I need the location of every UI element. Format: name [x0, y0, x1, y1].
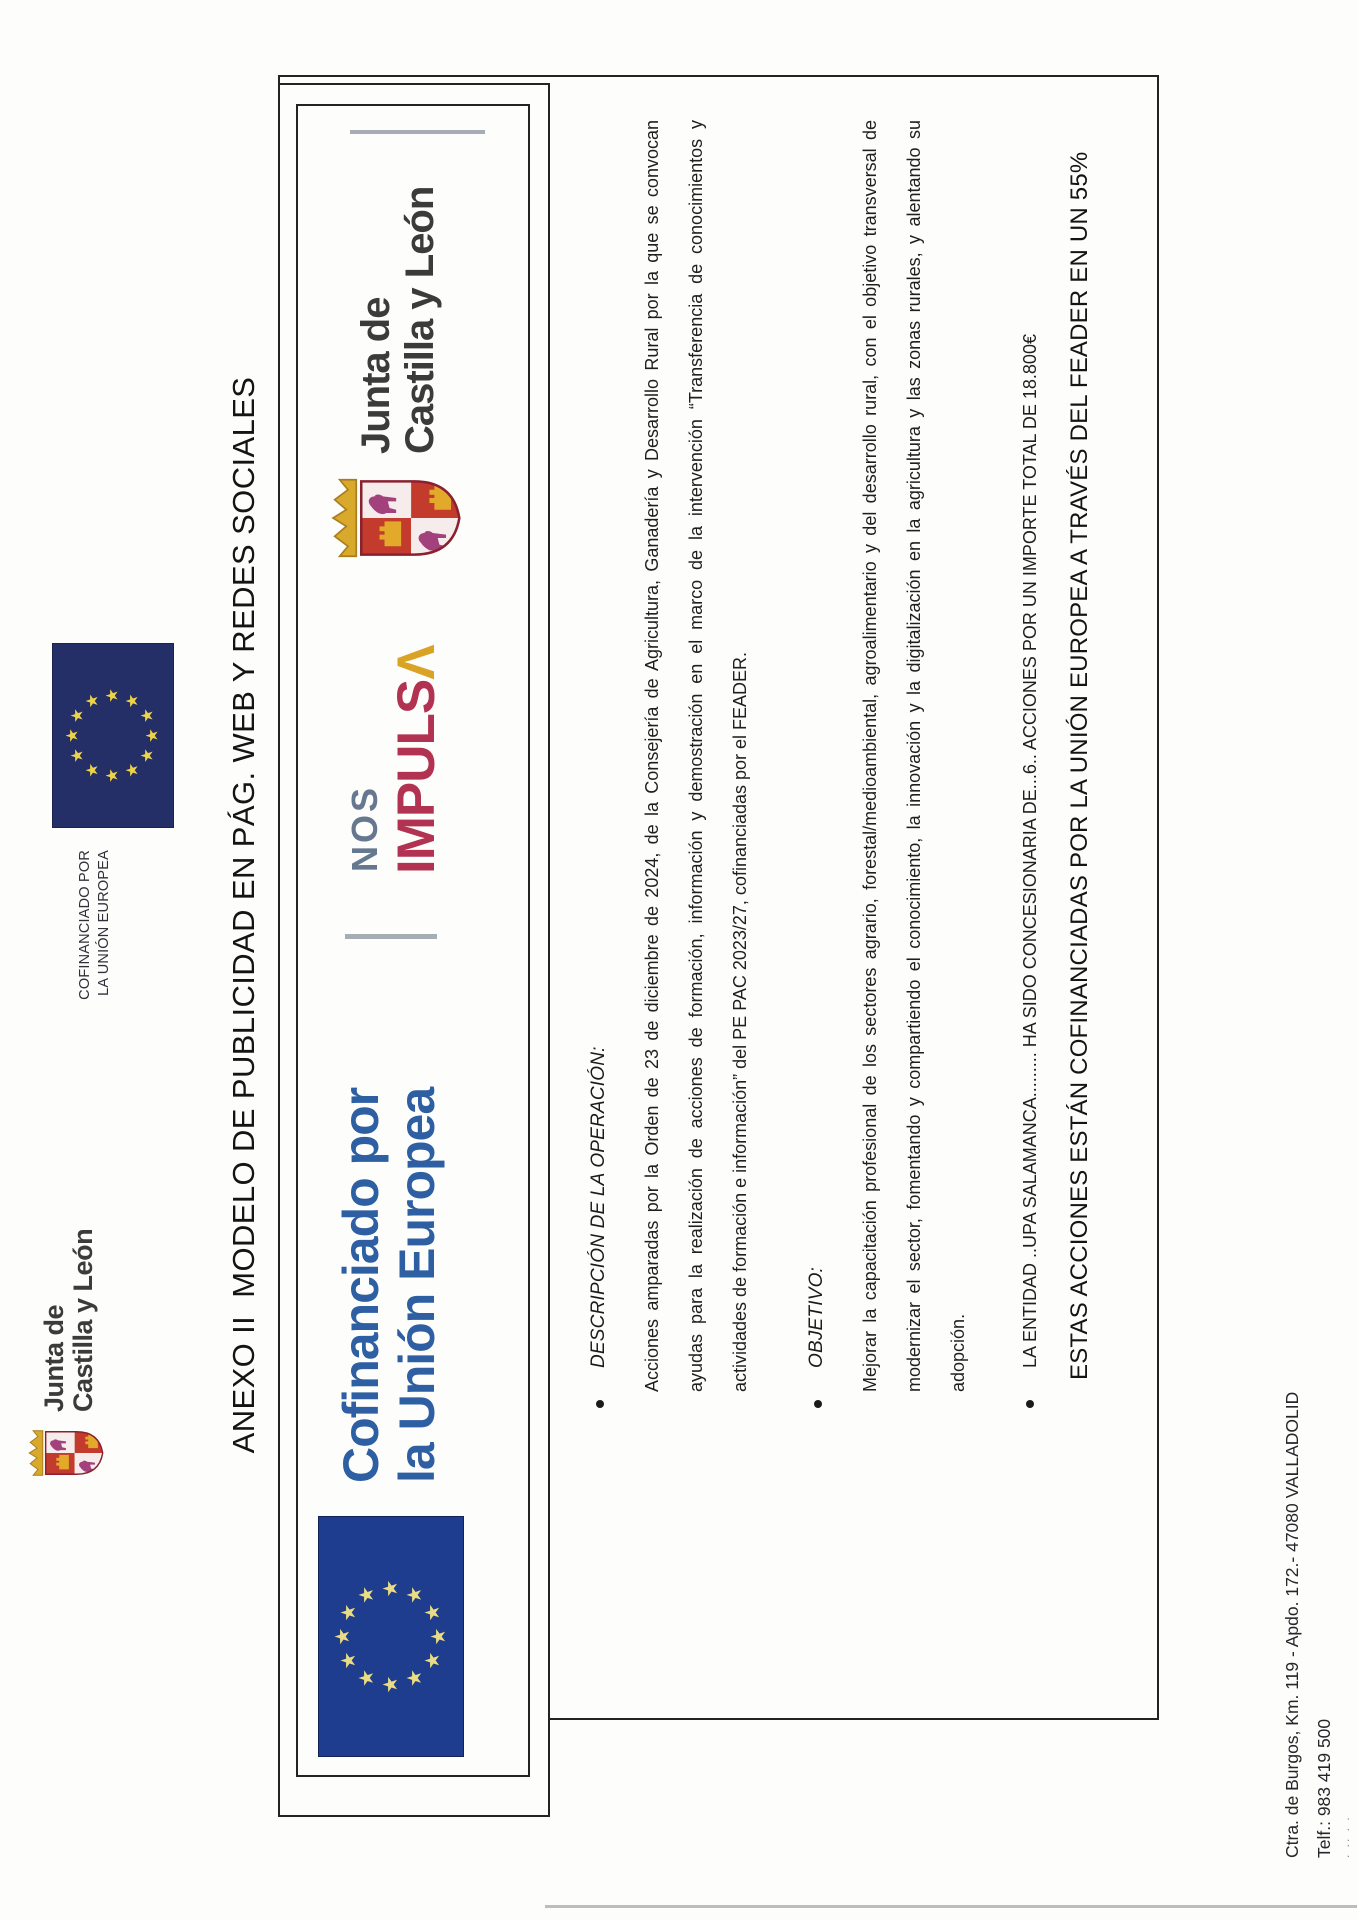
- eu-star-icon: ★: [356, 1585, 378, 1604]
- paragraph-line: Mejorar la capacitación profesional de los sectores agrario, forestal/medioambiental, agroalimentario y del desarrollo rural, con el objetivo transversal de: [860, 120, 880, 1392]
- bullet-icon: [1026, 1400, 1034, 1408]
- eu-star-icon: ★: [428, 1627, 450, 1646]
- bullet-icon: [814, 1400, 822, 1408]
- paragraph-line: actividades de formación e información” del PE PAC 2023/27, cofinanciadas por el FEADER.: [730, 651, 750, 1392]
- eu-star-icon: ★: [62, 728, 82, 743]
- banner-left-border: [278, 1815, 550, 1817]
- entidad-statement: LA ENTIDAD ..UPA SALAMANCA......... HA SIDO CONCESIONARIA DE...6.. ACCIONES POR UN IMPORTE TOTAL DE 18.800€: [1020, 334, 1040, 1368]
- eu-flag-icon-header: [52, 643, 174, 828]
- eu-star-icon: ★: [380, 1675, 402, 1694]
- scan-edge-artifact: [545, 1905, 1357, 1908]
- banner-bottom-border: [548, 83, 550, 1817]
- junta-castilla-leon-logo-banner: [328, 187, 461, 568]
- junta-header-line1: Junta de: [39, 1304, 69, 1412]
- eu-star-icon: ★: [404, 1669, 426, 1688]
- eu-star-icon: ★: [137, 748, 157, 763]
- crown-icon: [333, 480, 356, 556]
- section1-heading: DESCRIPCIÓN DE LA OPERACIÓN:: [588, 1046, 609, 1368]
- paragraph-line: modernizar el sector, fomentando y compartiendo el conocimiento, la innovación y la digitalización en la agricultura y las zonas rurales, y alentando su: [904, 120, 924, 1392]
- junta-header-line2: Castilla y León: [68, 1228, 98, 1412]
- eu-star-icon: ★: [122, 693, 142, 709]
- eu-caption-line2: LA UNIÓN EUROPEA: [96, 850, 112, 996]
- eu-star-icon: ★: [421, 1651, 444, 1670]
- address-line1: Ctra. de Burgos, Km. 119 - Apdo. 172.- 47080 VALLADOLID: [1282, 1391, 1302, 1858]
- junta-castilla-leon-logo-header: [26, 1229, 104, 1482]
- eu-star-icon: ★: [122, 762, 142, 778]
- eu-star-icon: ★: [68, 708, 88, 723]
- eu-star-icon: ★: [102, 688, 122, 703]
- eu-star-icon: ★: [380, 1579, 402, 1598]
- eu-star-icon: ★: [142, 728, 162, 743]
- banner-divider-icon: [345, 934, 437, 939]
- paragraph-line: ayudas para la realización de acciones de formación, información y demostración en el marco de la intervención “Transferencia de conocimientos y: [686, 120, 706, 1392]
- scan-artifact-dots: . .. . .: [1338, 1815, 1352, 1858]
- eu-star-icon: ★: [338, 1651, 361, 1670]
- banner-divider-icon: [350, 130, 485, 134]
- section2-heading: OBJETIVO:: [806, 1266, 827, 1368]
- document-title: ANEXO II MODELO DE PUBLICIDAD EN PÁG. WEB Y REDES SOCIALES: [226, 376, 261, 1454]
- eu-star-icon: ★: [102, 768, 122, 783]
- junta-shield-icon: [328, 468, 461, 568]
- address-line2: Telf.: 983 419 500: [1314, 1718, 1334, 1858]
- section2-paragraph: [848, 120, 980, 1392]
- cofinanciado-line2: la Unión Europea: [389, 1087, 445, 1483]
- eu-star-icon: ★: [68, 748, 88, 763]
- eu-star-icon: ★: [82, 693, 102, 709]
- paragraph-line: adopción.: [948, 1313, 968, 1392]
- junta-banner-line1: Junta de: [354, 297, 398, 454]
- paragraph-line: Acciones amparadas por la Orden de 23 de diciembre de 2024, de la Consejería de Agricultura, Ganadería y Desarrollo Rural por la que se convocan: [642, 120, 662, 1392]
- eu-star-icon: ★: [356, 1669, 378, 1688]
- eu-star-icon: ★: [82, 762, 102, 778]
- cofinanciado-line1: Cofinanciado por: [333, 1087, 389, 1483]
- section1-paragraph: [630, 120, 762, 1392]
- impulsa-accent-a: Λ: [387, 645, 446, 680]
- banner-right-border: [278, 83, 550, 85]
- nos-impulsa-logo-impulsa: IMPULSΛ: [387, 645, 446, 874]
- box-bottom-border: [1157, 75, 1159, 1720]
- eu-cofinanciado-caption: [76, 850, 114, 1100]
- eu-star-icon: ★: [404, 1585, 426, 1604]
- box-top-border: [278, 75, 280, 1817]
- eu-star-icon: ★: [338, 1603, 361, 1622]
- junta-shield-icon: [26, 1424, 104, 1482]
- cofinanciado-wordmark: [333, 1088, 445, 1483]
- nos-impulsa-logo-nos: NOS: [344, 784, 385, 872]
- eu-flag-icon-banner: [318, 1516, 464, 1757]
- box-right-border: [278, 75, 1159, 77]
- eu-caption-line1: COFINANCIADO POR: [77, 850, 93, 1000]
- junta-banner-line2: Castilla y León: [398, 186, 442, 454]
- eu-star-icon: ★: [421, 1603, 444, 1622]
- crown-icon: [29, 1431, 43, 1475]
- footer-address: [1276, 1392, 1340, 1858]
- bullet-icon: [596, 1400, 604, 1408]
- box-left-border: [548, 1718, 1159, 1720]
- eu-star-icon: ★: [332, 1627, 354, 1646]
- cofinancing-statement: ESTAS ACCIONES ESTÁN COFINANCIADAS POR LA UNIÓN EUROPEA A TRAVÉS DEL FEADER EN UN 55%: [1066, 151, 1093, 1380]
- eu-star-icon: ★: [137, 708, 157, 723]
